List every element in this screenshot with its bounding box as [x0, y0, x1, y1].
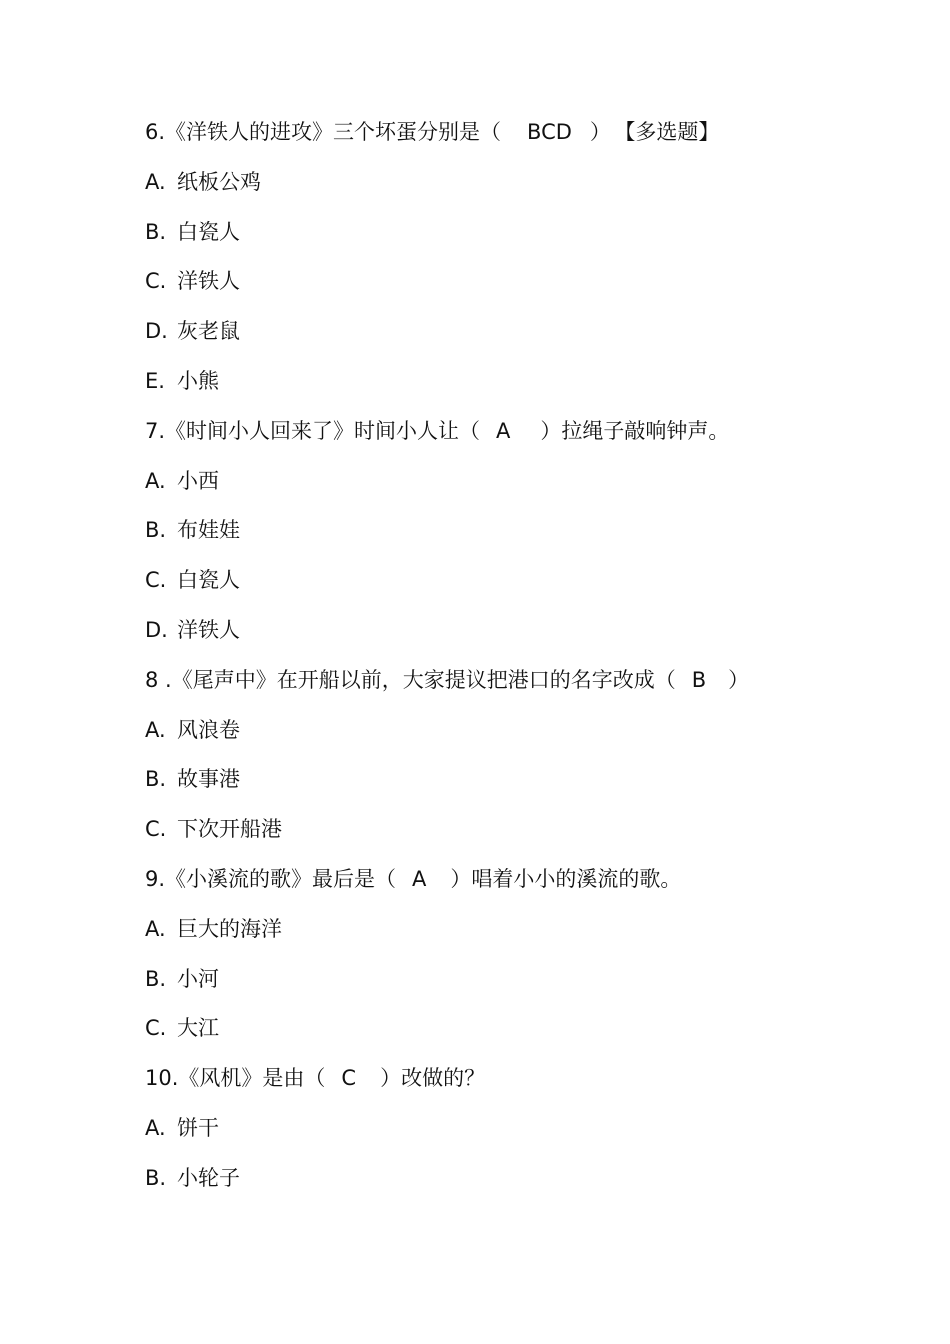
answer-fill: A — [496, 418, 511, 443]
answer-fill: C — [341, 1066, 357, 1091]
option-letter: C. — [145, 1016, 167, 1041]
option — [145, 1108, 905, 1158]
option — [145, 759, 905, 809]
option — [145, 510, 905, 560]
option-text: 洋铁人 — [177, 617, 240, 642]
option-letter: B. — [145, 966, 167, 991]
question-number: 7. — [145, 418, 166, 443]
option-letter: A. — [145, 169, 166, 194]
option-text: 风浪卷 — [177, 717, 240, 742]
option-text: 小熊 — [177, 368, 219, 393]
question-text-after: ） — [728, 667, 750, 692]
option-letter: B. — [145, 219, 167, 244]
question-text-after: ）拉绳子敲响钟声。 — [540, 418, 730, 443]
option-letter: C. — [145, 568, 167, 593]
question-type-tag: 【多选题】 — [624, 120, 720, 144]
option-text: 小西 — [177, 468, 219, 493]
option-letter: D. — [145, 319, 168, 344]
question-text-before: 《小溪流的歌》最后是（ — [165, 866, 397, 891]
question-number: 6. — [145, 120, 166, 144]
option — [145, 1158, 905, 1208]
option — [145, 1008, 905, 1058]
option-text: 纸板公鸡 — [177, 169, 261, 194]
option — [145, 162, 905, 212]
question-list — [145, 112, 905, 1208]
option — [145, 311, 905, 361]
question-text-before: 《尾声中》在开船以前，大家提议把港口的名字改成（ — [171, 667, 676, 692]
option-text: 大江 — [177, 1016, 219, 1041]
question-text-before: 《时间小人回来了》时间小人让（ — [165, 418, 481, 443]
option — [145, 212, 905, 262]
option-letter: E. — [145, 368, 165, 393]
question-text-after: ）唱着小小的溪流的歌。 — [450, 866, 682, 891]
option-text: 洋铁人 — [177, 269, 240, 294]
option-text: 白瓷人 — [177, 568, 240, 593]
question-text-before: 《洋铁人的进攻》三个坏蛋分别是（ — [165, 120, 502, 144]
option-letter: C. — [145, 817, 167, 842]
option — [145, 361, 905, 411]
option-letter: B. — [145, 1165, 167, 1190]
option-letter: A. — [145, 717, 166, 742]
question-7-stem — [145, 411, 905, 461]
question-text-after: ） — [589, 120, 611, 144]
option — [145, 909, 905, 959]
question-number: 8 . — [145, 667, 172, 692]
option-letter: A. — [145, 916, 166, 941]
question-number: 10. — [145, 1066, 179, 1091]
option-letter: B. — [145, 518, 167, 543]
question-text-before: 《风机》是由（ — [178, 1066, 326, 1091]
question-text-after: ）改做的？ — [380, 1066, 486, 1091]
option-letter: A. — [145, 1115, 166, 1140]
option — [145, 261, 905, 311]
option-text: 布娃娃 — [177, 518, 240, 543]
question-8-stem — [145, 660, 905, 710]
option-text: 小轮子 — [177, 1165, 240, 1190]
answer-fill: B — [691, 667, 707, 692]
option-text: 灰老鼠 — [177, 319, 240, 344]
option-letter: C. — [145, 269, 167, 294]
option-letter: B. — [145, 767, 167, 792]
question-number: 9. — [145, 866, 166, 891]
question-10-stem — [145, 1058, 905, 1108]
option-text: 下次开船港 — [177, 817, 282, 842]
option — [145, 710, 905, 760]
option-text: 饼干 — [177, 1115, 219, 1140]
question-6-stem — [145, 112, 905, 162]
answer-fill: A — [412, 866, 427, 891]
option — [145, 560, 905, 610]
option — [145, 461, 905, 511]
option — [145, 809, 905, 859]
option-letter: D. — [145, 617, 168, 642]
option-text: 小河 — [177, 966, 219, 991]
option-text: 巨大的海洋 — [177, 916, 282, 941]
option-text: 故事港 — [177, 767, 240, 792]
option-text: 白瓷人 — [177, 219, 240, 244]
answer-fill: BCD — [527, 120, 572, 144]
question-9-stem — [145, 859, 905, 909]
option-letter: A. — [145, 468, 166, 493]
option — [145, 959, 905, 1009]
option — [145, 610, 905, 660]
